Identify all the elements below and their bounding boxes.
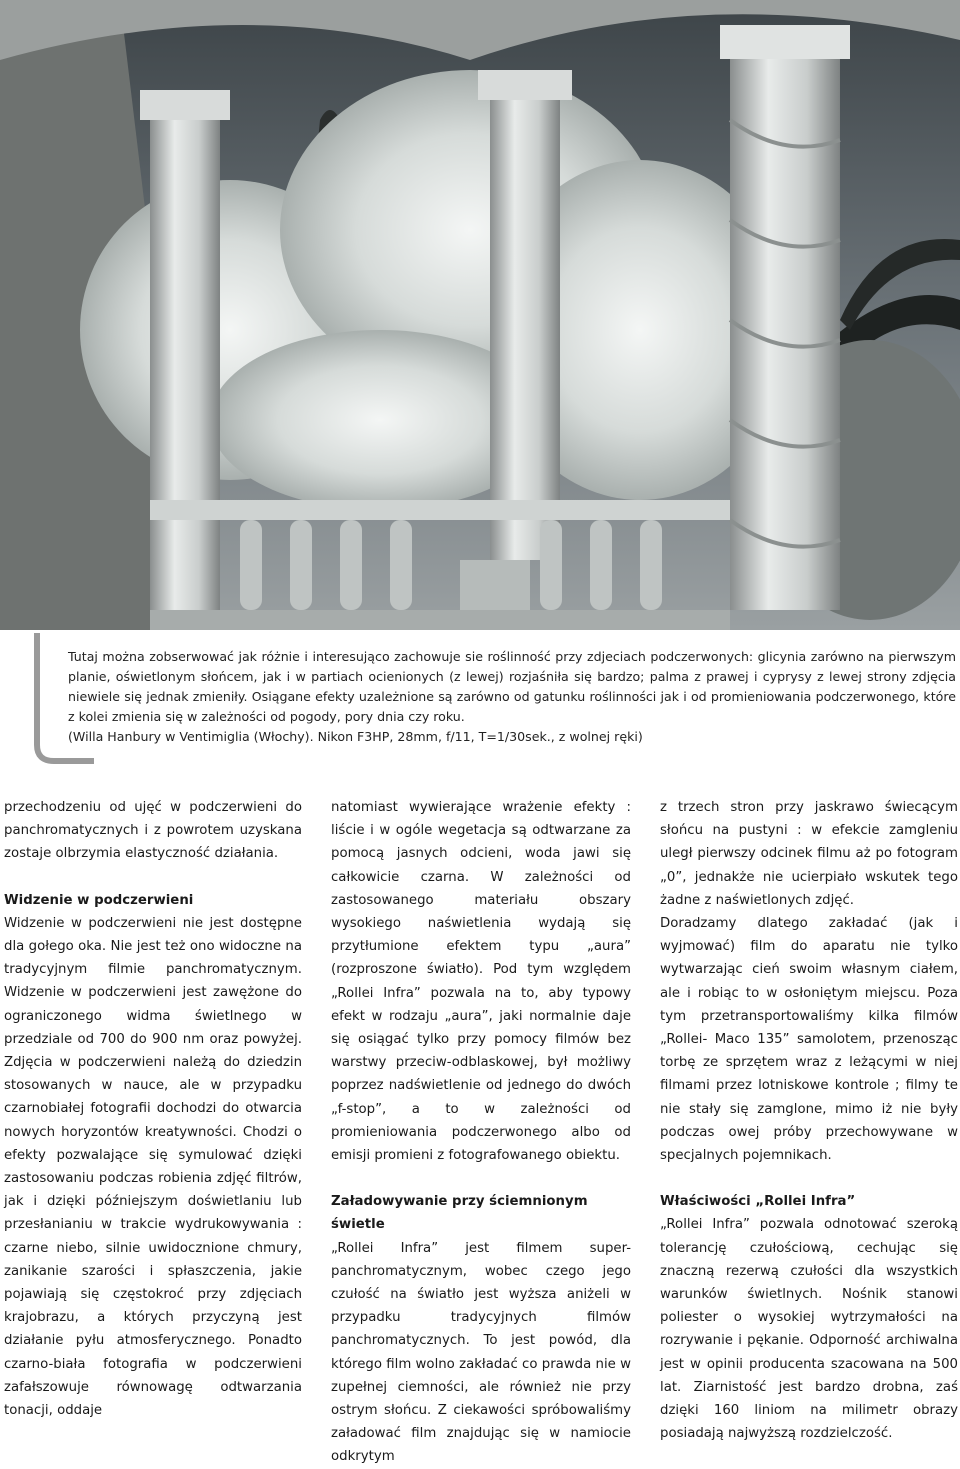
caption-text [68,647,956,747]
caption-credit: (Willa Hanbury w Ventimiglia (Włochy). Nikon F3HP, 28mm, f/11, T=1/30sek., z wolnej ręki) [68,729,643,744]
text-column-1 [4,796,302,1422]
column2-paragraph-2: „Rollei Infra” jest filmem super-panchromatycznym, wobec czego jego czułość na światło jest wyższa aniżeli w przypadku tradycyjnych filmów panchromatycznych. To jest powód, dla którego film wolno zakładać co prawda nie w zupełnej ciemności, ale również nie przy ostrym słońcu. Z ciekawości spróbowaliśmy załadować film znajdując się w namiocie odkrytym [331,1240,631,1465]
caption-body: Tutaj można zobserwować jak różnie i interesująco zachowuje sie roślinność przy zdjeciach podczerwonych: glicynia zarówno na pierwszym planie, oświetlonym słońcem, jak i w partiach ocienionych (z lewej) rozjaśniła się bardzo; palma z prawej i cyprysy z lewej strony zdjęcia niewiele się jednak zmieniły. Osiągane efekty uzależnione są zarówno od gatunku roślinności jak i od promieniowania podczerwonego, które z kolei zmienia się w zależności od pogody, pory dnia czy roku. [68,649,956,724]
column2-paragraph-1: natomiast wywierające wrażenie efekty : liście i w ogóle wegetacja są odtwarzane za pomocą jasnych odcieni, woda jawi się całkowicie czarna. W zależności od zastosowanego materiału obszary wysokiego naświetlenia wydają się przytłumione efektem typu „aura” (rozproszone światło). Pod tym względem „Rollei Infra” pozwala na to, aby typowy efekt w rodzaju „aura”, jaki normalnie daje się osiągać tylko przy pomocy filmów bez warstwy przeciw-odblaskowej, był możliwy poprzez nadświetlenie od jednego do dwóch „f-stop”, a to w zależności od promieniowania podczerwonego albo od emisji promieni z fotografowanego obiektu. [331,800,631,1164]
infrared-garden-photo [0,0,960,630]
photo-caption [34,633,960,765]
column1-heading: Widzenie w podczerwieni [4,892,194,908]
text-column-3 [660,796,958,1445]
column2-heading: Załadowywanie przy ściemnionym świetle [331,1194,588,1233]
photo-illustration [0,0,960,630]
column3-paragraph-3: „Rollei Infra” pozwala odnotować szeroką tolerancję czułościową, cechując się znaczną rezerwą czułości dla wszystkich warunków świetlnych. Nośnik stanowi poliester o wysokiej wytrzymałości na rozrywanie i pękanie. Odporność archiwalna jest w opinii producenta szacowana na 500 lat. Ziarnistość jest bardzo drobna, zaś dzięki 160 liniom na milimetr obrazy posiadają najwyższą rozdzielczość. [660,1217,958,1442]
column3-heading: Właściwości „Rollei Infra” [660,1194,856,1210]
column3-paragraph-1: z trzech stron przy jaskrawo świecącym słońcu na pustyni : w efekcie zamgleniu uległ pierwszy odcinek filmu aż po fotogram „0”, jednakże nie ucierpiało wskutek tego żadne z naświetlonych zdjęć. [660,800,958,908]
column3-paragraph-2: Doradzamy dlatego zakładać (jak i wyjmować) film do aparatu nie tylko wytwarzając cień swoim własnym ciałem, ale i robiąc to w osłoniętym miejscu. Poza tym przetransportowaliśmy kilka filmów „Rollei- Maco 135” samolotem, przenosząc torbę ze sprzętem wraz z leżącymi w niej filmami przez lotniskowe kontrole ; filmy te nie stały się zamglone, mimo iż nie były podczas owej próby przechowywane w specjalnych pojemnikach. [660,916,958,1164]
column1-paragraph-1: przechodzeniu od ujęć w podczerwieni do panchromatycznych i z powrotem uzyskana zostaje olbrzymia elastyczność działania. [4,800,302,862]
text-column-2 [331,796,631,1469]
column1-paragraph-2: Widzenie w podczerwieni nie jest dostępne dla gołego oka. Nie jest też ono widoczne na tradycyjnym filmie panchromatycznym. Widzenie w podczerwieni jest zawężone do ograniczonego widma świetlnego w przedziale od 700 do 900 nm oraz powyżej. Zdjęcia w podczerwieni należą do dziedzin stosowanych w nauce, ale w przypadku czarnobiałej fotografii dochodzi do otwarcia nowych horyzontów kreatywności. Chodzi o efekty pozwalające się symulować dzięki zastosowaniu podczas robienia zdjęć filtrów, jak i dzięki późniejszym doświetlaniu lub przesłanianiu w trakcie wydrukowywania : czarne niebo, silnie uwidocznione chmury, zanikanie szarości i spłaszczenia, jakie pojawiają się częstokroć przy zdjęciach krajobrazu, a których przyczyną jest działanie pyłu atmosferycznego. Ponadto czarno-biała fotografia w podczerwieni zafałszowuje równowagę odtwarzania tonacji, oddaje [4,915,302,1419]
